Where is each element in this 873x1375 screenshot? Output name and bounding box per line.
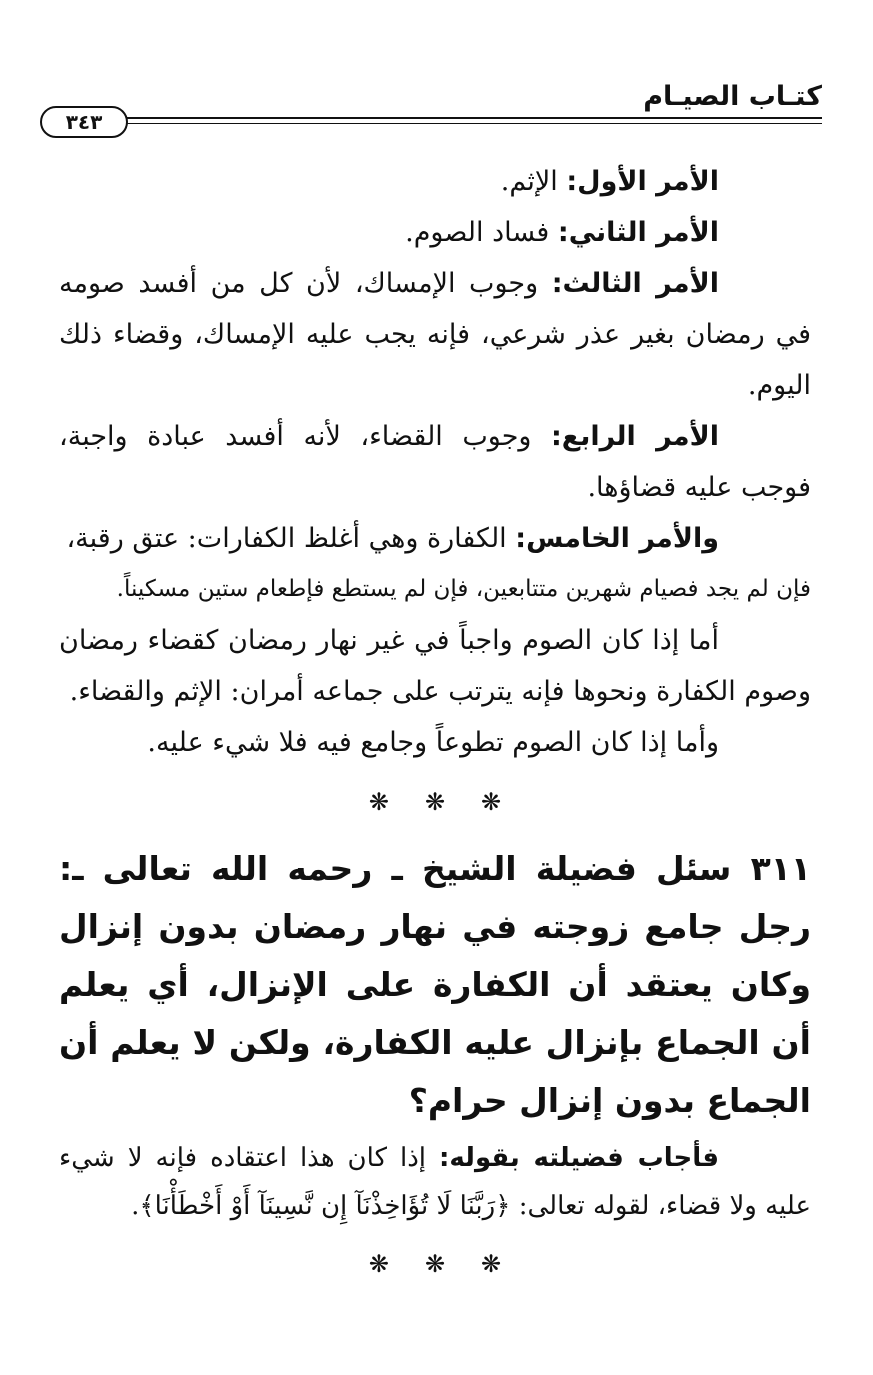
item-1-label: الأمر الأول:: [566, 166, 719, 197]
item-4-label: الأمر الرابع:: [550, 421, 719, 452]
fatwa-answer: [59, 1134, 811, 1230]
page-content: [59, 156, 811, 1302]
paragraph-item-1: [59, 156, 811, 207]
paragraph-item-2: [59, 207, 811, 258]
page-header: [32, 78, 822, 132]
item-1-text: الإثم.: [500, 166, 567, 197]
item-3-text: وجوب الإمساك، لأن كل من أفسد صومه في رمضان بغير عذر شرعي، فإنه يجب عليه الإمساك، وقضاء ذلك اليوم.: [59, 268, 811, 401]
header-rule: [100, 117, 822, 119]
separator-star: ❋: [368, 788, 389, 816]
separator-star: ❋: [424, 788, 446, 816]
page-number: ٣٤٣: [40, 106, 128, 138]
item-5-text: الكفارة وهي أغلظ الكفارات: عتق رقبة،: [66, 523, 516, 554]
answer-label: فأجاب فضيلته بقوله:: [439, 1143, 719, 1173]
separator-star: ❋: [424, 1250, 446, 1278]
item-5-label: والأمر الخامس:: [515, 523, 719, 554]
answer-text: إذا كان هذا اعتقاده فإنه لا شيء عليه ولا قضاء، لقوله تعالى: ﴿رَبَّنَا لَا تُؤَاخِذْنَآ إِن نَّسِينَآ أَوْ أَخْطَأْنَا﴾.: [59, 1143, 811, 1221]
paragraph-required-fast: أما إذا كان الصوم واجباً في غير نهار رمضان كقضاء رمضان وصوم الكفارة ونحوها فإنه يترتب على جماعه أمران: الإثم والقضاء.: [59, 625, 811, 707]
paragraph-voluntary-fast: وأما إذا كان الصوم تطوعاً وجامع فيه فلا شيء عليه.: [147, 727, 719, 758]
header-rule-thin: [100, 123, 822, 124]
item-2-label: الأمر الثاني:: [557, 217, 719, 248]
running-title: كتـاب الصيـام: [643, 81, 822, 112]
section-separator-bottom: [59, 1244, 811, 1284]
paragraph-item-5-continuation: فإن لم يجد فصيام شهرين متتابعين، فإن لم يستطع فإطعام ستين مسكيناً.: [116, 576, 811, 602]
separator-star: ❋: [368, 1250, 389, 1278]
item-4-text: وجوب القضاء، لأنه أفسد عبادة واجبة، فوجب عليه قضاؤها.: [59, 421, 811, 503]
section-separator: [59, 782, 811, 822]
item-2-text: فساد الصوم.: [405, 217, 558, 248]
item-3-label: الأمر الثالث:: [551, 268, 720, 299]
fatwa-question: ٣١١ سئل فضيلة الشيخ ـ رحمه الله تعالى ـ: رجل جامع زوجته في نهار رمضان بدون إنزال وكان يعتقد أن الكفارة على الإنزال، أي يعلم أن الجماع بإنزال عليه الكفارة، ولكن لا يعلم أن الجماع بدون إنزال حرام؟: [59, 849, 811, 1120]
paragraph-item-3: [59, 258, 811, 411]
separator-star: ❋: [481, 1250, 502, 1278]
paragraph-item-4: [59, 411, 811, 513]
paragraph-item-5: [59, 513, 811, 564]
separator-star: ❋: [481, 788, 502, 816]
